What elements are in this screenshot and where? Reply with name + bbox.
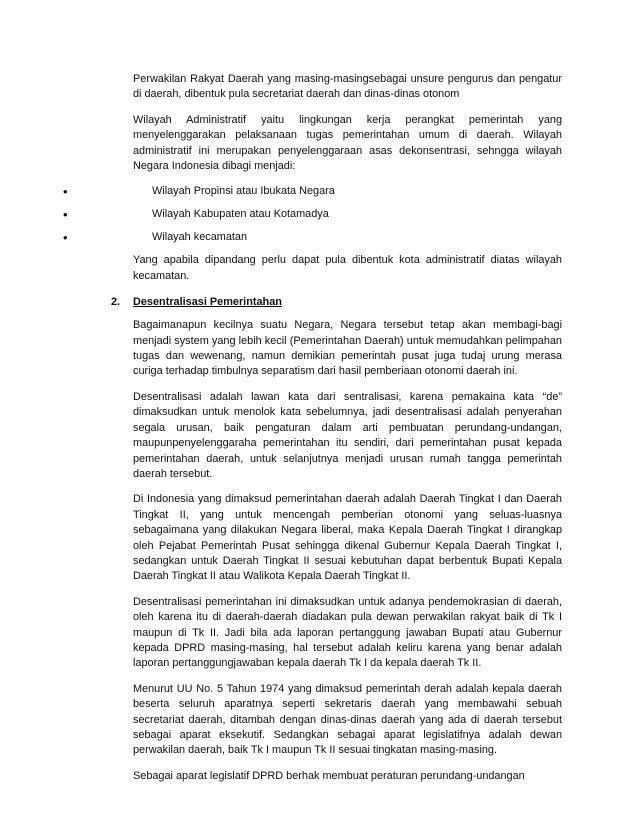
list-item-text: Wilayah kecamatan [152, 231, 248, 244]
section-paragraph-4: Desentralisasi pemerintahan ini dimaksudkan untuk adanya pendemokrasian di daerah, oleh karena itu di daerah-daerah diadakan pula dewan perwakilan rakyat baik di Tk I maupun di Tk II. Jadi bila ada laporan pertanggung jawaban Bupati atau Gubernur kepada DPRD masing-masing, hal tersebut adalah keliru karena yang benar adalah laporan pertanggungjawaban kepala daerah Tk I da kepala daerah Tk II. [133, 595, 562, 670]
section-paragraph-2: Desentralisasi adalah lawan kata dari sentralisasi, karena pemakaina kata “de” dimaksudkan untuk menolok kata sebelumnya, jadi desentralisasi adalah penyerahan segala urusan, baik pengaturan dalam arti pembuatan perundang-undangan, maupunpenyelenggaraha pemerintahan itu sendiri, dari pemerintahan pusat kepada pemerintahan daerah, untuk selanjutnya menjadi urusan rumah tangga pemerintah daerah tersebut. [133, 390, 562, 480]
list-item-text: Wilayah Kabupaten atau Kotamadya [152, 208, 329, 221]
list-item-text: Wilayah Propinsi atau Ibukata Negara [152, 185, 335, 198]
wilayah-list [0, 184, 638, 245]
section-paragraph-5: Menurut UU No. 5 Tahun 1974 yang dimaksud pemerintah derah adalah kepala daerah beserta seluruh aparatnya seperti sekretaris daerah yang membawahi sebuah secretariat daerah, ditambah dengan dinas-dinas daerah yang ada di daerah tersebut sebagai aparat eksekutif. Sedangkan sebagai aparat legislatifnya adalah dewan perwakilan daerah, baik Tk I maupun Tk II sesuai tingkatan masing-masing. [133, 682, 562, 757]
intro-paragraph-2: Wilayah Administratif yaitu lingkungan kerja perangkat pemerintah yang menyelenggarakan pelaksanaan tugas pemerintahan umum di daerah. Wilayah administratif ini merupakan penyelenggaraan asas dekonsentrasi, sehngga wilayah Negara Indonesia dibagi menjadi: [133, 113, 562, 173]
list-item [0, 184, 638, 199]
section-heading [0, 294, 638, 310]
list-item [0, 230, 638, 245]
kota-administratif-paragraph: Yang apabila dipandang perlu dapat pula dibentuk kota administratif diatas wilayah kecamatan. [133, 254, 562, 282]
document-body [0, 72, 638, 794]
intro-paragraph-1: Perwakilan Rakyat Daerah yang masing-masingsebagai unsure pengurus dan pengatur di daerah, dibentuk pula secretariat daerah dan dinas-dinas otonom [133, 73, 562, 101]
section-paragraph-6: Sebagai aparat legislatif DPRD berhak membuat peraturan perundang-undangan [133, 769, 525, 782]
bullet-icon: • [63, 207, 68, 223]
list-item [0, 207, 638, 222]
bullet-icon: • [63, 184, 68, 200]
section-title: Desentralisasi Pemerintahan [133, 296, 282, 309]
section-paragraph-3: Di Indonesia yang dimaksud pemerintahan daerah adalah Daerah Tingkat I dan Daerah Tingkat II, yang untuk mencengah pemberian otonomi yang seluas-luasnya sebagaimana yang dilakukan Negara liberal, maka Kepala Daerah Tingkat I dirangkap oleh Pejabat Pemerintah Pusat sehingga dikenal Gubernur Kepala Daerah Tingkat I, sedangkan untuk Daerah Tingkat II sesuai kebutuhan dapat berbentuk Bupati Kepala Daerah Tingkat II atau Walikota Kepala Daerah Tingkat II. [133, 493, 562, 583]
section-paragraph-1: Bagaimanapun kecilnya suatu Negara, Negara tersebut tetap akan membagi-bagi menjadi system yang lebih kecil (Pemerintahan Daerah) untuk memudahkan pelimpahan tugas dan wewenang, namun demikian pemerintah pusat juga tudaj urung merasa curiga terhadap timbulnya separatism dari hasil pemberiaan otonomi daerah ini. [133, 319, 562, 378]
bullet-icon: • [63, 230, 68, 246]
section-number: 2. [111, 296, 121, 309]
